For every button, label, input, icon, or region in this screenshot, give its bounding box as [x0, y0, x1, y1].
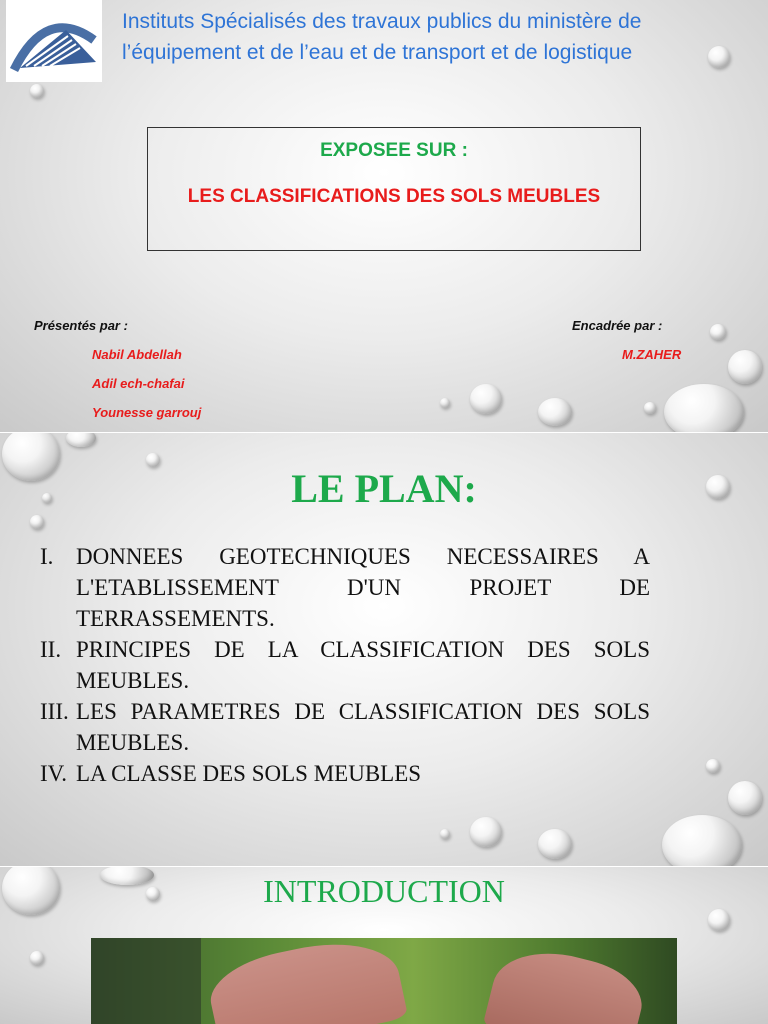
title-slide: [0, 0, 768, 432]
plan-item-number: IV.: [40, 761, 68, 786]
institution-name: [122, 6, 762, 68]
hand-image: [482, 939, 649, 1024]
institution-line-2: l’équipement et de l’eau et de transport et de logistique: [122, 41, 633, 64]
supervised-by-label: Encadrée par :: [572, 318, 663, 333]
water-droplet-icon: [146, 453, 160, 467]
soil-hands-photo: [91, 938, 677, 1024]
exposee-label: EXPOSEE SUR :: [320, 140, 468, 161]
plan-slide: [0, 433, 768, 866]
plan-list: [40, 541, 650, 789]
supervisor-name: M.ZAHER: [622, 347, 682, 362]
plan-item-text: LES PARAMETRES DE CLASSIFICATION DES SOLS MEUBLES.: [76, 699, 650, 755]
topic-title: LES CLASSIFICATIONS DES SOLS MEUBLES: [187, 186, 601, 207]
presenter-name: Younesse garrouj: [92, 405, 202, 420]
bridge-logo-icon: [6, 0, 102, 82]
water-droplet-icon: [440, 398, 450, 408]
presenter-name: Adil ech-chafai: [92, 376, 185, 391]
plan-title: LE PLAN:: [291, 466, 477, 511]
institution-line-1: Instituts Spécialisés des travaux publics du ministère de: [122, 10, 642, 33]
water-droplet-icon: [728, 350, 762, 384]
water-droplet-icon: [146, 887, 160, 901]
water-droplet-icon: [30, 951, 44, 965]
plan-item-text: PRINCIPES DE LA CLASSIFICATION DES SOLS MEUBLES.: [76, 637, 650, 693]
plan-item-text: LA CLASSE DES SOLS MEUBLES: [76, 761, 422, 786]
water-droplet-icon: [538, 398, 572, 426]
water-droplet-icon: [662, 815, 742, 866]
presenter-name: Nabil Abdellah: [92, 347, 182, 362]
introduction-slide: [0, 867, 768, 1024]
presented-by-label: Présentés par :: [34, 318, 128, 333]
water-droplet-icon: [42, 493, 52, 503]
plan-item: [40, 696, 650, 758]
plan-item-number: I.: [40, 544, 54, 569]
water-droplet-icon: [470, 817, 502, 847]
water-droplet-icon: [470, 384, 502, 414]
water-droplet-icon: [644, 402, 656, 414]
hand-image: [204, 938, 409, 1024]
water-droplet-icon: [664, 384, 744, 432]
water-droplet-icon: [538, 829, 572, 859]
water-droplet-icon: [708, 46, 730, 68]
water-droplet-icon: [30, 515, 44, 529]
plan-item: [40, 541, 650, 634]
plan-item-number: III.: [40, 699, 69, 724]
water-droplet-icon: [30, 84, 44, 98]
water-droplet-icon: [710, 324, 726, 340]
plan-item-number: II.: [40, 637, 62, 662]
water-droplet-icon: [728, 781, 762, 815]
introduction-title: INTRODUCTION: [263, 873, 505, 909]
plan-item: [40, 634, 650, 696]
plan-item: [40, 758, 650, 789]
water-droplet-icon: [706, 475, 730, 499]
water-droplet-icon: [66, 433, 96, 447]
topic-box: [147, 127, 641, 251]
photo-shadow: [91, 938, 201, 1024]
water-droplet-icon: [706, 759, 720, 773]
water-droplet-icon: [440, 829, 450, 839]
plan-item-text: DONNEES GEOTECHNIQUES NECESSAIRES A L'ETABLISSEMENT D'UN PROJET DE TERRASSEMENTS.: [76, 544, 650, 631]
water-droplet-icon: [708, 909, 730, 931]
